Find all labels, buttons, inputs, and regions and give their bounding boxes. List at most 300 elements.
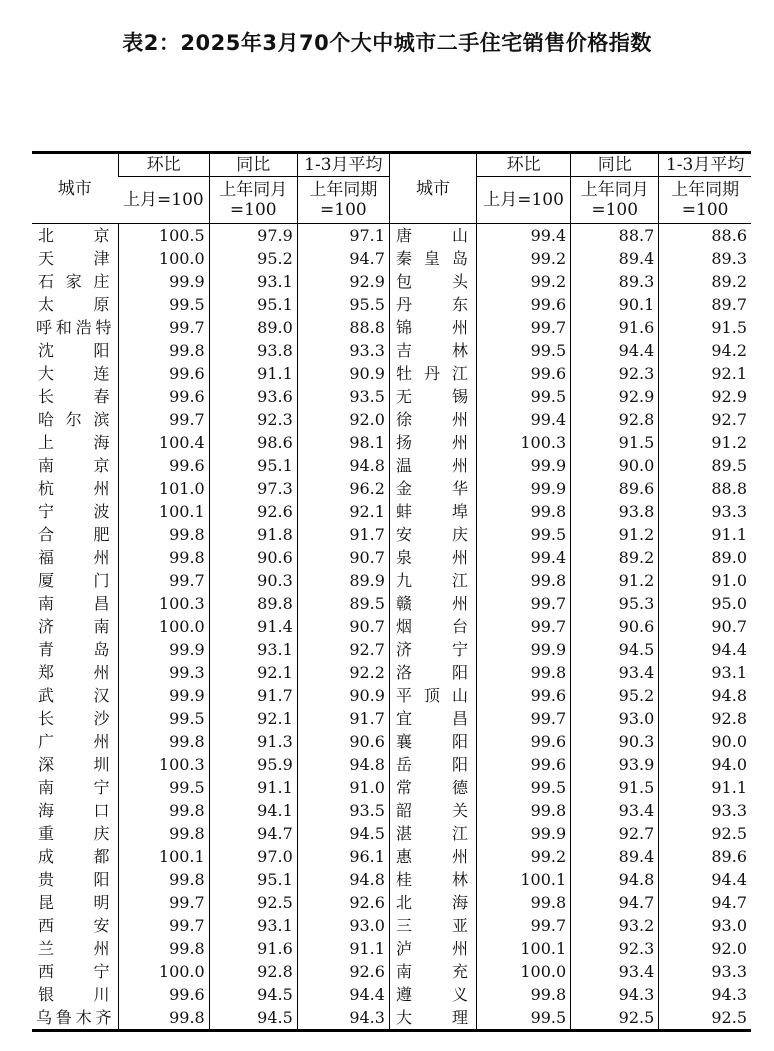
yoy-value-right: 91.2 xyxy=(571,523,659,546)
table-row xyxy=(32,684,751,707)
table-row xyxy=(32,523,751,546)
yoy-value-right: 92.3 xyxy=(571,937,659,960)
mom-value-left: 99.9 xyxy=(118,684,209,707)
yoy-value-left: 97.0 xyxy=(209,845,297,868)
avg-value-right: 93.3 xyxy=(659,960,751,983)
yoy-value-right: 90.6 xyxy=(571,615,659,638)
city-name-left: 哈尔滨 xyxy=(38,410,110,429)
avg-value-left: 90.7 xyxy=(297,615,389,638)
page-title: 表2：2025年3月70个大中城市二手住宅销售价格指数 xyxy=(122,31,652,55)
avg-value-left: 94.8 xyxy=(297,454,389,477)
city-name-right: 泸州 xyxy=(389,937,476,960)
avg-value-right: 88.8 xyxy=(659,477,751,500)
city-name-right: 包头 xyxy=(389,270,476,293)
yoy-value-left: 92.1 xyxy=(209,661,297,684)
table-row xyxy=(32,454,751,477)
avg-value-right: 95.0 xyxy=(659,592,751,615)
city-name-left: 西安 xyxy=(38,916,110,935)
yoy-value-right: 92.5 xyxy=(571,1006,659,1031)
city-name-right: 大理 xyxy=(389,1006,476,1031)
city-name-right: 三亚 xyxy=(389,914,476,937)
mom-value-right: 99.4 xyxy=(477,224,571,248)
city-name-right: 赣州 xyxy=(389,592,476,615)
table-row xyxy=(32,776,751,799)
city-name-left: 武汉 xyxy=(38,686,110,705)
mom-value-right: 99.5 xyxy=(477,1006,571,1031)
avg-base-right: 上年同期 =100 xyxy=(659,177,751,224)
yoy-base-left: 上年同月 =100 xyxy=(209,177,297,224)
mom-base-left: 上月=100 xyxy=(118,177,209,224)
yoy-value-left: 89.8 xyxy=(209,592,297,615)
city-name-right: 九江 xyxy=(389,569,476,592)
mom-value-left: 99.7 xyxy=(118,891,209,914)
yoy-value-right: 92.3 xyxy=(571,362,659,385)
avg-value-left: 88.8 xyxy=(297,316,389,339)
yoy-value-right: 94.8 xyxy=(571,868,659,891)
yoy-value-right: 94.3 xyxy=(571,983,659,1006)
avg-value-left: 94.8 xyxy=(297,868,389,891)
avg-value-left: 94.8 xyxy=(297,753,389,776)
avg-value-right: 94.0 xyxy=(659,753,751,776)
yoy-value-right: 92.9 xyxy=(571,385,659,408)
mom-value-left: 100.1 xyxy=(118,500,209,523)
yoy-value-right: 92.8 xyxy=(571,408,659,431)
mom-value-right: 99.2 xyxy=(477,270,571,293)
city-name-left: 郑州 xyxy=(38,663,110,682)
table-row xyxy=(32,615,751,638)
city-name-right: 泉州 xyxy=(389,546,476,569)
city-name-left: 兰州 xyxy=(38,939,110,958)
col-header-yoy-left: 同比 xyxy=(209,153,297,177)
table-row xyxy=(32,845,751,868)
mom-value-right: 99.9 xyxy=(477,454,571,477)
yoy-value-right: 91.5 xyxy=(571,776,659,799)
city-name-right: 安庆 xyxy=(389,523,476,546)
city-name-left: 西宁 xyxy=(38,962,110,981)
avg-value-left: 97.1 xyxy=(297,224,389,248)
yoy-value-left: 94.1 xyxy=(209,799,297,822)
mom-value-left: 99.8 xyxy=(118,339,209,362)
yoy-value-right: 94.5 xyxy=(571,638,659,661)
city-name-right: 常德 xyxy=(389,776,476,799)
avg-value-right: 90.7 xyxy=(659,615,751,638)
mom-value-left: 100.4 xyxy=(118,431,209,454)
table-row xyxy=(32,316,751,339)
avg-value-left: 91.7 xyxy=(297,707,389,730)
mom-value-left: 99.9 xyxy=(118,638,209,661)
mom-value-left: 99.6 xyxy=(118,362,209,385)
city-name-right: 温州 xyxy=(389,454,476,477)
avg-value-right: 92.8 xyxy=(659,707,751,730)
table-row xyxy=(32,707,751,730)
avg-value-left: 91.7 xyxy=(297,523,389,546)
mom-value-right: 99.2 xyxy=(477,247,571,270)
yoy-value-left: 91.8 xyxy=(209,523,297,546)
mom-value-right: 99.8 xyxy=(477,799,571,822)
avg-value-left: 92.0 xyxy=(297,408,389,431)
table-row xyxy=(32,822,751,845)
city-name-right: 湛江 xyxy=(389,822,476,845)
mom-value-left: 99.8 xyxy=(118,730,209,753)
avg-value-left: 90.6 xyxy=(297,730,389,753)
yoy-value-right: 92.7 xyxy=(571,822,659,845)
table-row xyxy=(32,937,751,960)
avg-value-left: 92.9 xyxy=(297,270,389,293)
mom-value-right: 100.3 xyxy=(477,431,571,454)
avg-value-left: 90.9 xyxy=(297,362,389,385)
mom-value-right: 99.5 xyxy=(477,523,571,546)
yoy-value-left: 93.1 xyxy=(209,270,297,293)
table-row xyxy=(32,408,751,431)
avg-value-right: 91.1 xyxy=(659,523,751,546)
avg-value-left: 93.3 xyxy=(297,339,389,362)
yoy-value-left: 91.4 xyxy=(209,615,297,638)
yoy-value-left: 97.3 xyxy=(209,477,297,500)
table-row xyxy=(32,362,751,385)
avg-value-left: 90.9 xyxy=(297,684,389,707)
yoy-value-right: 93.2 xyxy=(571,914,659,937)
yoy-value-left: 91.3 xyxy=(209,730,297,753)
city-name-left: 宁波 xyxy=(38,502,110,521)
col-header-mom-left: 环比 xyxy=(118,153,209,177)
avg-value-right: 94.7 xyxy=(659,891,751,914)
table-row xyxy=(32,891,751,914)
yoy-value-left: 92.1 xyxy=(209,707,297,730)
table-row xyxy=(32,569,751,592)
mom-value-right: 99.7 xyxy=(477,707,571,730)
city-name-right: 烟台 xyxy=(389,615,476,638)
avg-value-left: 94.4 xyxy=(297,983,389,1006)
avg-value-right: 89.6 xyxy=(659,845,751,868)
yoy-value-right: 94.7 xyxy=(571,891,659,914)
mom-value-right: 99.6 xyxy=(477,293,571,316)
table-row xyxy=(32,477,751,500)
table-row xyxy=(32,730,751,753)
mom-value-left: 99.8 xyxy=(118,868,209,891)
city-name-right: 岳阳 xyxy=(389,753,476,776)
avg-base-left: 上年同期 =100 xyxy=(297,177,389,224)
table-row xyxy=(32,431,751,454)
avg-value-right: 91.1 xyxy=(659,776,751,799)
avg-value-left: 92.7 xyxy=(297,638,389,661)
yoy-value-right: 91.5 xyxy=(571,431,659,454)
city-name-right: 洛阳 xyxy=(389,661,476,684)
mom-value-left: 99.6 xyxy=(118,454,209,477)
yoy-value-left: 94.5 xyxy=(209,983,297,1006)
mom-value-left: 99.7 xyxy=(118,569,209,592)
avg-value-right: 94.4 xyxy=(659,638,751,661)
col-header-city-right: 城市 xyxy=(389,153,476,224)
city-name-left: 上海 xyxy=(38,433,110,452)
mom-value-right: 99.8 xyxy=(477,500,571,523)
avg-value-right: 92.5 xyxy=(659,822,751,845)
avg-value-left: 92.6 xyxy=(297,891,389,914)
yoy-value-left: 93.8 xyxy=(209,339,297,362)
mom-value-left: 100.0 xyxy=(118,615,209,638)
mom-value-right: 99.6 xyxy=(477,684,571,707)
table-row xyxy=(32,960,751,983)
avg-value-right: 93.0 xyxy=(659,914,751,937)
avg-value-left: 94.5 xyxy=(297,822,389,845)
avg-value-left: 89.9 xyxy=(297,569,389,592)
mom-base-right: 上月=100 xyxy=(477,177,571,224)
avg-value-right: 89.5 xyxy=(659,454,751,477)
yoy-value-right: 93.4 xyxy=(571,960,659,983)
avg-value-left: 92.6 xyxy=(297,960,389,983)
yoy-value-right: 91.6 xyxy=(571,316,659,339)
yoy-value-left: 98.6 xyxy=(209,431,297,454)
city-name-left: 南京 xyxy=(38,456,110,475)
city-name-left: 深圳 xyxy=(38,755,110,774)
yoy-value-left: 93.1 xyxy=(209,914,297,937)
city-name-left: 厦门 xyxy=(38,571,110,590)
yoy-value-left: 93.6 xyxy=(209,385,297,408)
yoy-value-left: 89.0 xyxy=(209,316,297,339)
yoy-value-right: 93.0 xyxy=(571,707,659,730)
avg-value-right: 90.0 xyxy=(659,730,751,753)
avg-value-right: 92.0 xyxy=(659,937,751,960)
avg-value-right: 88.6 xyxy=(659,224,751,248)
avg-value-right: 89.2 xyxy=(659,270,751,293)
yoy-value-left: 91.6 xyxy=(209,937,297,960)
table-row xyxy=(32,385,751,408)
mom-value-right: 99.9 xyxy=(477,638,571,661)
avg-value-left: 93.5 xyxy=(297,385,389,408)
avg-value-right: 93.3 xyxy=(659,799,751,822)
table-row xyxy=(32,868,751,891)
avg-value-right: 94.2 xyxy=(659,339,751,362)
table-row xyxy=(32,339,751,362)
mom-value-right: 99.7 xyxy=(477,316,571,339)
city-name-left: 海口 xyxy=(38,801,110,820)
city-name-left: 杭州 xyxy=(38,479,110,498)
avg-value-right: 92.1 xyxy=(659,362,751,385)
mom-value-right: 99.8 xyxy=(477,983,571,1006)
city-name-left: 银川 xyxy=(38,985,110,1004)
yoy-value-right: 90.3 xyxy=(571,730,659,753)
table-row xyxy=(32,247,751,270)
price-index-table xyxy=(32,151,751,1032)
yoy-value-right: 90.0 xyxy=(571,454,659,477)
yoy-value-left: 91.7 xyxy=(209,684,297,707)
city-name-right: 桂林 xyxy=(389,868,476,891)
city-name-right: 扬州 xyxy=(389,431,476,454)
col-header-mom-right: 环比 xyxy=(477,153,571,177)
table-row xyxy=(32,592,751,615)
mom-value-left: 99.3 xyxy=(118,661,209,684)
table-row xyxy=(32,661,751,684)
city-name-right: 宜昌 xyxy=(389,707,476,730)
city-name-right: 济宁 xyxy=(389,638,476,661)
yoy-value-right: 93.4 xyxy=(571,661,659,684)
yoy-value-right: 88.7 xyxy=(571,224,659,248)
avg-value-right: 94.3 xyxy=(659,983,751,1006)
yoy-value-right: 89.3 xyxy=(571,270,659,293)
city-name-right: 平顶山 xyxy=(389,684,476,707)
col-header-avg-left: 1-3月平均 xyxy=(297,153,389,177)
avg-value-right: 93.3 xyxy=(659,500,751,523)
avg-value-right: 89.3 xyxy=(659,247,751,270)
avg-value-left: 89.5 xyxy=(297,592,389,615)
yoy-value-left: 94.7 xyxy=(209,822,297,845)
avg-value-right: 93.1 xyxy=(659,661,751,684)
mom-value-right: 99.6 xyxy=(477,753,571,776)
mom-value-right: 99.4 xyxy=(477,546,571,569)
yoy-value-left: 92.3 xyxy=(209,408,297,431)
avg-value-left: 94.3 xyxy=(297,1006,389,1031)
city-name-left: 重庆 xyxy=(38,824,110,843)
mom-value-left: 100.0 xyxy=(118,960,209,983)
city-name-left: 大连 xyxy=(38,364,110,383)
city-name-right: 南充 xyxy=(389,960,476,983)
yoy-value-left: 90.6 xyxy=(209,546,297,569)
city-name-left: 长春 xyxy=(38,387,110,406)
mom-value-right: 99.8 xyxy=(477,569,571,592)
avg-value-left: 91.1 xyxy=(297,937,389,960)
mom-value-left: 99.7 xyxy=(118,914,209,937)
mom-value-left: 101.0 xyxy=(118,477,209,500)
city-name-left: 贵阳 xyxy=(38,870,110,889)
table-row xyxy=(32,983,751,1006)
mom-value-right: 99.6 xyxy=(477,730,571,753)
city-name-right: 无锡 xyxy=(389,385,476,408)
mom-value-right: 99.5 xyxy=(477,776,571,799)
avg-value-left: 92.2 xyxy=(297,661,389,684)
city-name-left: 天津 xyxy=(38,249,110,268)
city-name-right: 吉林 xyxy=(389,339,476,362)
city-name-right: 金华 xyxy=(389,477,476,500)
table-row xyxy=(32,638,751,661)
mom-value-left: 100.1 xyxy=(118,845,209,868)
city-name-right: 襄阳 xyxy=(389,730,476,753)
yoy-value-right: 89.4 xyxy=(571,845,659,868)
mom-value-right: 99.4 xyxy=(477,408,571,431)
yoy-value-right: 95.2 xyxy=(571,684,659,707)
table-body xyxy=(32,224,751,1031)
mom-value-left: 99.6 xyxy=(118,385,209,408)
mom-value-left: 99.5 xyxy=(118,776,209,799)
yoy-value-left: 92.6 xyxy=(209,500,297,523)
yoy-value-right: 89.6 xyxy=(571,477,659,500)
avg-value-right: 92.5 xyxy=(659,1006,751,1031)
avg-value-right: 89.0 xyxy=(659,546,751,569)
avg-value-left: 93.5 xyxy=(297,799,389,822)
mom-value-left: 99.8 xyxy=(118,523,209,546)
table-row xyxy=(32,914,751,937)
mom-value-right: 99.6 xyxy=(477,362,571,385)
col-header-avg-right: 1-3月平均 xyxy=(659,153,751,177)
avg-value-left: 93.0 xyxy=(297,914,389,937)
yoy-value-left: 91.1 xyxy=(209,362,297,385)
city-name-left: 南昌 xyxy=(38,594,110,613)
avg-value-left: 95.5 xyxy=(297,293,389,316)
yoy-value-right: 89.2 xyxy=(571,546,659,569)
mom-value-right: 100.1 xyxy=(477,937,571,960)
table-row xyxy=(32,546,751,569)
mom-value-left: 100.0 xyxy=(118,247,209,270)
city-name-right: 丹东 xyxy=(389,293,476,316)
mom-value-left: 100.3 xyxy=(118,592,209,615)
mom-value-left: 99.8 xyxy=(118,1006,209,1031)
mom-value-left: 99.7 xyxy=(118,316,209,339)
mom-value-right: 99.5 xyxy=(477,339,571,362)
yoy-base-right: 上年同月 =100 xyxy=(571,177,659,224)
city-name-left: 合肥 xyxy=(38,525,110,544)
city-name-left: 石家庄 xyxy=(38,272,110,291)
avg-value-right: 92.7 xyxy=(659,408,751,431)
city-name-left: 广州 xyxy=(38,732,110,751)
mom-value-left: 99.7 xyxy=(118,408,209,431)
avg-value-left: 91.0 xyxy=(297,776,389,799)
city-name-right: 韶关 xyxy=(389,799,476,822)
avg-value-left: 92.1 xyxy=(297,500,389,523)
yoy-value-left: 92.5 xyxy=(209,891,297,914)
mom-value-right: 100.0 xyxy=(477,960,571,983)
col-header-yoy-right: 同比 xyxy=(571,153,659,177)
city-name-left: 福州 xyxy=(38,548,110,567)
table-row xyxy=(32,293,751,316)
mom-value-right: 99.7 xyxy=(477,615,571,638)
city-name-right: 遵义 xyxy=(389,983,476,1006)
yoy-value-left: 93.1 xyxy=(209,638,297,661)
yoy-value-left: 95.1 xyxy=(209,454,297,477)
yoy-value-right: 93.8 xyxy=(571,500,659,523)
mom-value-left: 100.3 xyxy=(118,753,209,776)
mom-value-left: 99.5 xyxy=(118,293,209,316)
yoy-value-left: 95.9 xyxy=(209,753,297,776)
mom-value-right: 99.8 xyxy=(477,891,571,914)
yoy-value-right: 93.4 xyxy=(571,799,659,822)
city-name-left: 南宁 xyxy=(38,778,110,797)
avg-value-left: 96.2 xyxy=(297,477,389,500)
mom-value-right: 99.7 xyxy=(477,914,571,937)
city-name-right: 徐州 xyxy=(389,408,476,431)
city-name-right: 牡丹江 xyxy=(389,362,476,385)
table-row xyxy=(32,500,751,523)
mom-value-left: 99.8 xyxy=(118,822,209,845)
city-name-right: 蚌埠 xyxy=(389,500,476,523)
yoy-value-left: 92.8 xyxy=(209,960,297,983)
mom-value-right: 99.9 xyxy=(477,477,571,500)
mom-value-right: 100.1 xyxy=(477,868,571,891)
mom-value-left: 99.8 xyxy=(118,799,209,822)
yoy-value-left: 95.2 xyxy=(209,247,297,270)
city-name-right: 唐山 xyxy=(389,224,476,248)
city-name-right: 北海 xyxy=(389,891,476,914)
avg-value-left: 90.7 xyxy=(297,546,389,569)
avg-value-right: 91.0 xyxy=(659,569,751,592)
mom-value-left: 99.6 xyxy=(118,983,209,1006)
city-name-left: 济南 xyxy=(38,617,110,636)
city-name-right: 惠州 xyxy=(389,845,476,868)
avg-value-right: 94.4 xyxy=(659,868,751,891)
avg-value-left: 96.1 xyxy=(297,845,389,868)
yoy-value-right: 95.3 xyxy=(571,592,659,615)
mom-value-right: 99.8 xyxy=(477,661,571,684)
mom-value-right: 99.9 xyxy=(477,822,571,845)
mom-value-left: 99.9 xyxy=(118,270,209,293)
mom-value-right: 99.2 xyxy=(477,845,571,868)
yoy-value-left: 95.1 xyxy=(209,868,297,891)
table-row xyxy=(32,1006,751,1031)
yoy-value-right: 89.4 xyxy=(571,247,659,270)
city-name-left: 长沙 xyxy=(38,709,110,728)
mom-value-left: 99.8 xyxy=(118,937,209,960)
city-name-left: 青岛 xyxy=(38,640,110,659)
city-name-left: 沈阳 xyxy=(38,341,110,360)
avg-value-right: 91.2 xyxy=(659,431,751,454)
mom-value-left: 99.8 xyxy=(118,546,209,569)
